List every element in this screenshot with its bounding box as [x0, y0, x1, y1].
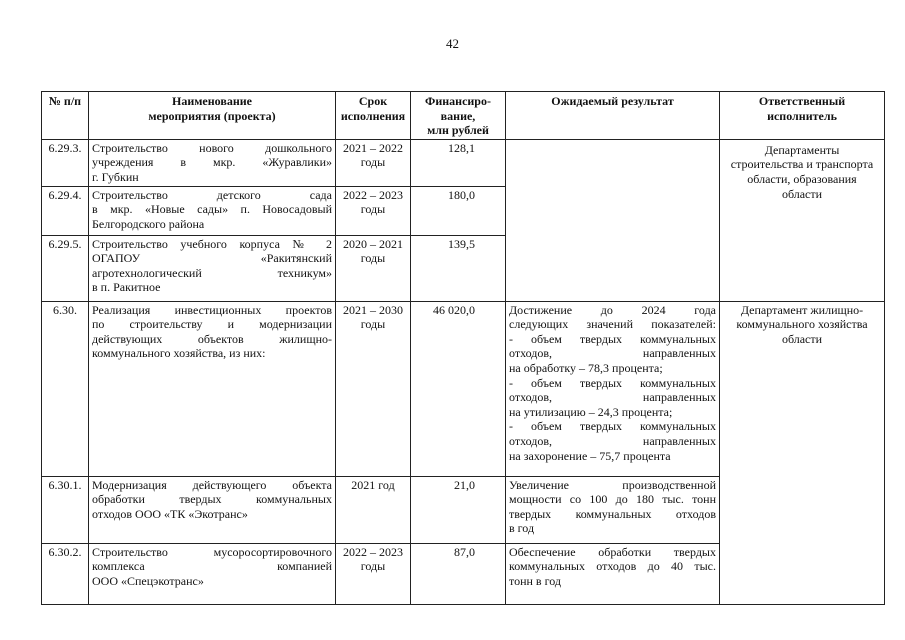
row-term: 2021 год: [336, 476, 411, 543]
header-executor: Ответственный исполнитель: [720, 92, 885, 140]
row-name: Реализация инвестиционных проектов по строительству и модернизации действующих объектов жилищно- коммунального хозяйства, из них:: [89, 301, 336, 476]
row-name: Строительство мусоросортировочного комплекса компанией ООО «Спецэкотранс»: [89, 543, 336, 604]
row-num: 6.29.4.: [42, 186, 89, 235]
row-finance: 139,5: [411, 235, 506, 301]
row-num: 6.29.3.: [42, 139, 89, 186]
page-number: 42: [446, 36, 459, 51]
row-result-empty: [506, 139, 720, 301]
row-term: 2021 – 2030 годы: [336, 301, 411, 476]
executor-group-2: Департамент жилищно- коммунального хозяйства области: [720, 301, 885, 604]
row-term: 2021 – 2022 годы: [336, 139, 411, 186]
header-row: [42, 92, 885, 140]
header-term: Срок исполнения: [336, 92, 411, 140]
measures-table: [41, 91, 885, 605]
row-result: Достижение до 2024 года следующих значений показателей: - объем твердых коммунальных отходов, направленных на обработку – 78,3 процента; - объем твердых коммунальных отходов, направленных на утилизацию – 24,3 процента; - объем твердых коммунальных отходов, направленных на захоронение – 75,7 процента: [506, 301, 720, 476]
row-finance: 128,1: [411, 139, 506, 186]
executor-group-1: Департаменты строительства и транспорта области, образования области: [720, 139, 885, 301]
row-term: 2022 – 2023 годы: [336, 543, 411, 604]
row-num: 6.30.2.: [42, 543, 89, 604]
row-finance: 46 020,0: [411, 301, 506, 476]
row-num: 6.30.: [42, 301, 89, 476]
table-row: [42, 301, 885, 476]
row-term: 2022 – 2023 годы: [336, 186, 411, 235]
header-name: Наименование мероприятия (проекта): [89, 92, 336, 140]
row-finance: 21,0: [411, 476, 506, 543]
row-term: 2020 – 2021 годы: [336, 235, 411, 301]
row-name: Модернизация действующего объекта обработки твердых коммунальных отходов ООО «ТК «Экотранс»: [89, 476, 336, 543]
row-num: 6.30.1.: [42, 476, 89, 543]
header-finance: Финансиро- вание, млн рублей: [411, 92, 506, 140]
row-result: Обеспечение обработки твердых коммунальных отходов до 40 тыс. тонн в год: [506, 543, 720, 604]
row-name: Строительство детского сада в мкр. «Новые сады» п. Новосадовый Белгородского района: [89, 186, 336, 235]
row-finance: 180,0: [411, 186, 506, 235]
row-name: Строительство учебного корпуса № 2 ОГАПОУ «Ракитянский агротехнологический техникум» в п. Ракитное: [89, 235, 336, 301]
row-num: 6.29.5.: [42, 235, 89, 301]
header-result: Ожидаемый результат: [506, 92, 720, 140]
header-num: № п/п: [42, 92, 89, 140]
row-finance: 87,0: [411, 543, 506, 604]
table-row: [42, 139, 885, 186]
row-result: Увеличение производственной мощности со 100 до 180 тыс. тонн твердых коммунальных отходов в год: [506, 476, 720, 543]
row-name: Строительство нового дошкольного учреждения в мкр. «Журавлики» г. Губкин: [89, 139, 336, 186]
